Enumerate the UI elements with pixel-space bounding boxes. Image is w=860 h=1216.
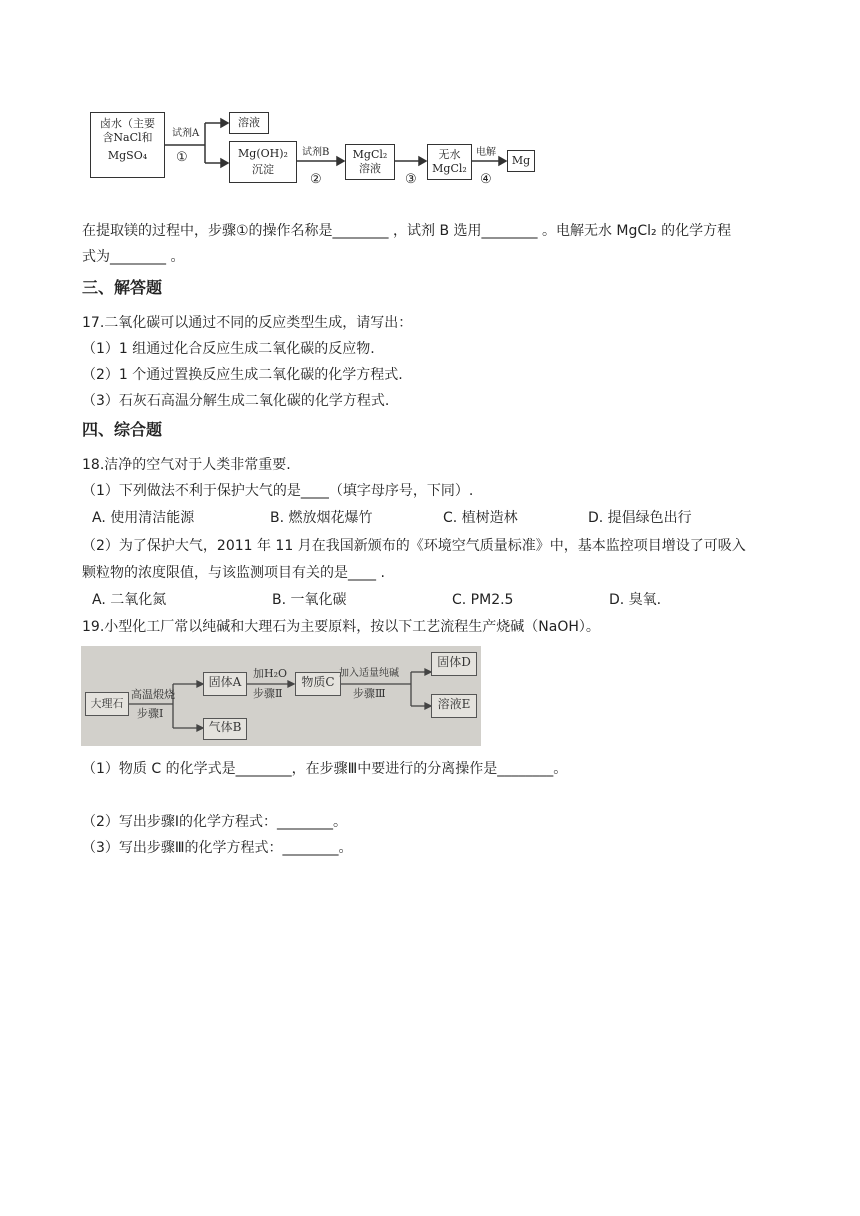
step-i-label: 步骤Ⅰ xyxy=(137,707,164,720)
reagent-a-label: 试剂A xyxy=(172,128,200,139)
process-flow-photo xyxy=(81,646,481,746)
solid-d-label: 固体D xyxy=(437,655,471,669)
q18-part-2-line-2: 颗粒物的浓度限值，与该监测项目有关的是____ . xyxy=(82,565,385,581)
add-soda-label: 加入适量纯碱 xyxy=(339,668,399,679)
step-1-label: ① xyxy=(176,150,188,165)
q18-p1-option-d: D. 提倡绿色出行 xyxy=(588,510,692,526)
solid-a-label: 固体A xyxy=(208,675,242,689)
section-4-title: 四、综合题 xyxy=(82,420,163,439)
solid-a-box xyxy=(203,672,247,696)
q18-p1-option-c: C. 植树造林 xyxy=(443,510,518,526)
mgcl2-solution-line-2: 溶液 xyxy=(359,162,381,175)
q19-part-3: （3）写出步骤Ⅲ的化学方程式：________。 xyxy=(82,840,353,856)
substance-c-label: 物质C xyxy=(301,675,335,689)
q19-part-2: （2）写出步骤Ⅰ的化学方程式：________。 xyxy=(82,814,348,830)
mgcl2-solution-line-1: MgCl₂ xyxy=(352,148,388,161)
mgoh2-precipitate-box xyxy=(229,141,297,183)
step-4-label: ④ xyxy=(480,172,492,187)
q18-p1-option-a: A. 使用清洁能源 xyxy=(92,510,195,526)
calcination-label: 高温煅烧 xyxy=(131,688,175,701)
mg-product-box xyxy=(507,150,535,172)
q18-p2-option-a: A. 二氧化氮 xyxy=(92,592,167,608)
gas-b-label: 气体B xyxy=(208,720,242,734)
q19-stem: 19.小型化工厂常以纯碱和大理石为主要原料，按以下工艺流程生产烧碱（NaOH）。 xyxy=(82,619,600,635)
step-ii-label: 步骤Ⅱ xyxy=(253,687,283,700)
q17-part-1: （1）1 组通过化合反应生成二氧化碳的反应物. xyxy=(82,341,375,357)
q18-p2-option-d: D. 臭氧. xyxy=(609,592,662,608)
solution-box xyxy=(229,112,269,134)
q18-p1-option-b: B. 燃放烟花爆竹 xyxy=(270,510,373,526)
q16-line-2: 式为________ 。 xyxy=(82,249,185,265)
step-3-label: ③ xyxy=(405,172,417,187)
reagent-b-label: 试剂B xyxy=(302,147,330,158)
anhydrous-line-1: 无水 xyxy=(438,148,461,161)
q17-part-3: （3）石灰石高温分解生成二氧化碳的化学方程式. xyxy=(82,393,390,409)
step-iii-label: 步骤Ⅲ xyxy=(353,687,386,700)
mgoh2-line-1: Mg(OH)₂ xyxy=(238,147,288,160)
q18-p2-option-c: C. PM2.5 xyxy=(452,592,514,608)
marble-box xyxy=(85,692,129,716)
add-water-label: 加H₂O xyxy=(253,667,288,680)
q18-part-2-line-1: （2）为了保护大气，2011 年 11 月在我国新颁布的《环境空气质量标准》中，基本监控项目增设了可吸入 xyxy=(82,538,746,554)
substance-c-box xyxy=(295,672,341,696)
mg-product-label: Mg xyxy=(511,154,531,167)
brine-line-3: MgSO₄ xyxy=(107,149,148,162)
q16-line-1: 在提取镁的过程中，步骤①的操作名称是________ ，试剂 B 选用________ 。电解无水 MgCl₂ 的化学方程 xyxy=(82,223,732,239)
marble-label: 大理石 xyxy=(90,697,124,710)
gas-b-box xyxy=(203,718,247,740)
mgcl2-solution-box xyxy=(345,144,395,180)
mgoh2-line-2: 沉淀 xyxy=(252,163,274,176)
solution-e-label: 溶液E xyxy=(437,697,471,711)
brine-box xyxy=(90,112,165,178)
solid-d-box xyxy=(431,652,477,676)
section-3-title: 三、解答题 xyxy=(82,278,163,297)
q17-stem: 17.二氧化碳可以通过不同的反应类型生成，请写出： xyxy=(82,315,413,331)
step-2-label: ② xyxy=(310,172,322,187)
q17-part-2: （2）1 个通过置换反应生成二氧化碳的化学方程式. xyxy=(82,367,403,383)
q19-part-1: （1）物质 C 的化学式是________，在步骤Ⅲ中要进行的分离操作是________。 xyxy=(82,761,568,777)
brine-line-1: 卤水（主要 xyxy=(100,117,155,130)
q18-stem: 18.洁净的空气对于人类非常重要. xyxy=(82,457,291,473)
q18-p2-option-b: B. 一氧化碳 xyxy=(272,592,347,608)
anhydrous-mgcl2-box xyxy=(427,144,472,180)
q18-part-1: （1）下列做法不利于保护大气的是____（填字母序号，下同）. xyxy=(82,483,474,499)
solution-label: 溶液 xyxy=(238,116,260,129)
anhydrous-line-2: MgCl₂ xyxy=(432,162,467,175)
electrolysis-label: 电解 xyxy=(476,147,496,158)
brine-line-2: 含NaCl和 xyxy=(102,131,153,144)
solution-e-box xyxy=(431,694,477,718)
